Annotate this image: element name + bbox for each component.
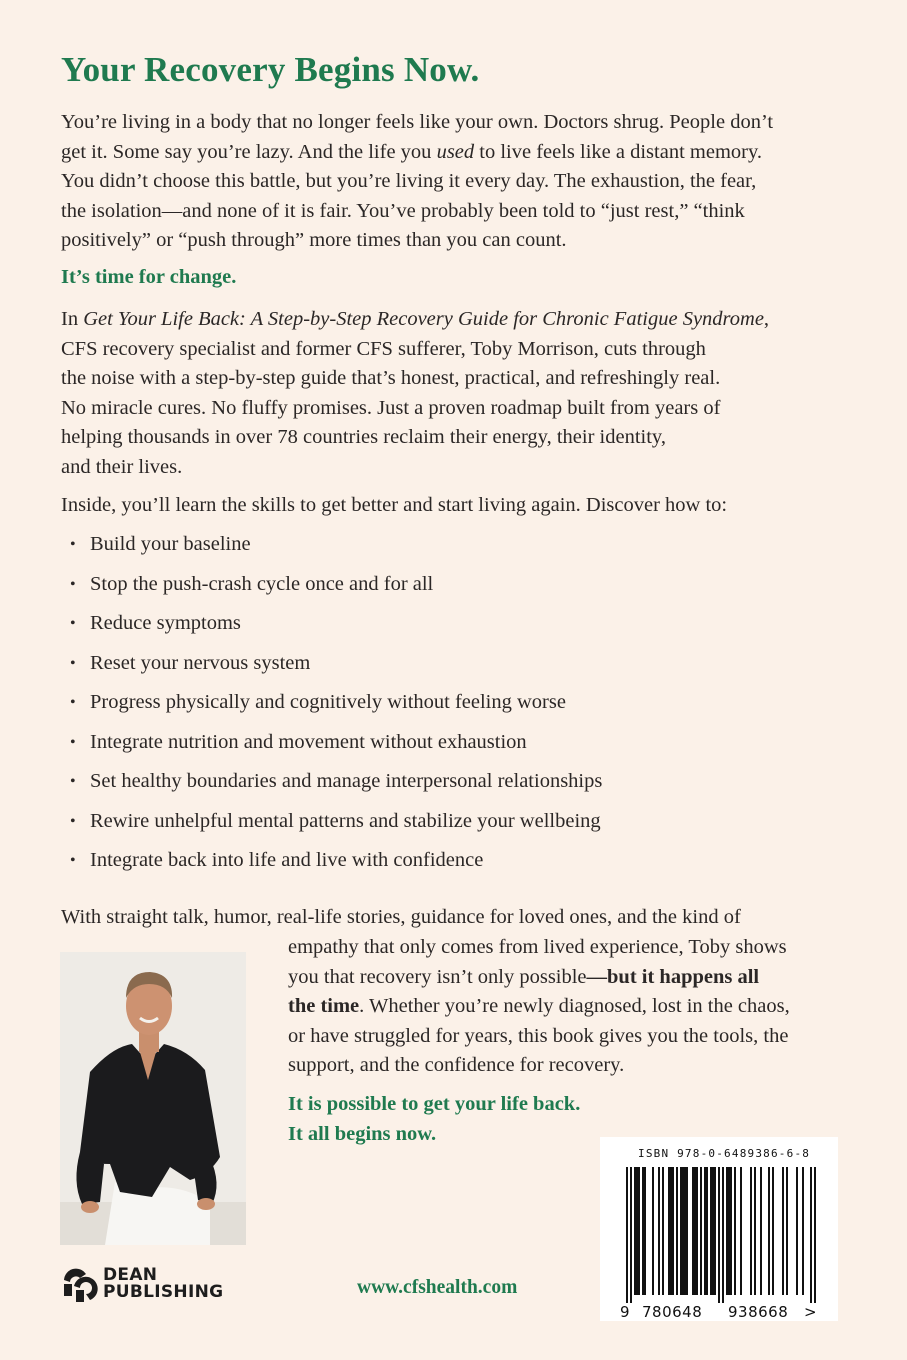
barcode-bar <box>714 1167 716 1295</box>
list-item: • Stop the push-crash cycle once and for all <box>70 572 434 595</box>
barcode-end-marker: > <box>804 1303 818 1321</box>
barcode <box>600 1137 838 1321</box>
barcode-bar <box>676 1167 678 1295</box>
inside-intro: Inside, you’ll learn the skills to get better and start living again. Discover how to: <box>61 494 728 516</box>
barcode-bar <box>668 1167 670 1295</box>
barcode-bar <box>672 1167 674 1295</box>
barcode-bar <box>802 1167 804 1295</box>
book-line: the noise with a step-by-step guide that’s honest, practical, and refreshingly real. <box>61 367 721 390</box>
barcode-bar <box>796 1167 798 1295</box>
book-line: and their lives. <box>61 455 183 478</box>
publisher-logo <box>60 1266 250 1306</box>
intro-line: the isolation—and none of it is fair. You’ve probably been told to “just rest,” “think <box>61 199 745 222</box>
barcode-bar <box>634 1167 636 1295</box>
barcode-bar <box>706 1167 708 1295</box>
book-paragraph <box>61 305 821 483</box>
barcode-bar <box>718 1167 720 1303</box>
author-photo <box>60 952 246 1245</box>
benefit-list <box>61 530 602 886</box>
barcode-bar <box>662 1167 664 1295</box>
barcode-bar <box>750 1167 752 1295</box>
barcode-bar <box>782 1167 784 1295</box>
barcode-bar <box>760 1167 762 1295</box>
barcode-bar <box>658 1167 660 1295</box>
barcode-bar <box>696 1167 698 1295</box>
barcode-bar <box>680 1167 682 1295</box>
straight-talk-line: With straight talk, humor, real-life stories, guidance for loved ones, and the kind of <box>61 906 741 928</box>
barcode-bar <box>638 1167 640 1295</box>
barcode-digits-right: 938668 <box>728 1303 789 1321</box>
barcode-bar <box>768 1167 770 1295</box>
intro-line: You didn’t choose this battle, but you’re living it every day. The exhaustion, the fear, <box>61 170 757 193</box>
publisher-name: DEAN PUBLISHING <box>103 1265 224 1302</box>
barcode-bar <box>700 1167 702 1295</box>
barcode-bar <box>740 1167 742 1295</box>
barcode-bar <box>686 1167 688 1295</box>
list-item: • Rewire unhelpful mental patterns and stabilize your wellbeing <box>70 809 601 832</box>
barcode-bar <box>704 1167 706 1295</box>
barcode-bar <box>712 1167 714 1295</box>
barcode-bar <box>644 1167 646 1295</box>
list-item: • Reduce symptoms <box>70 612 241 634</box>
section-heading-change: It’s time for change. <box>61 266 237 288</box>
closing-statement: It is possible to get your life back. It all begins now. <box>288 1093 581 1145</box>
barcode-bar <box>726 1167 728 1295</box>
barcode-bar <box>722 1167 724 1303</box>
barcode-bar <box>754 1167 756 1295</box>
publisher-logo-icon <box>60 1266 98 1304</box>
book-line: helping thousands in over 78 countries reclaim their energy, their identity, <box>61 426 666 449</box>
page-title: Your Recovery Begins Now. <box>61 50 480 89</box>
barcode-bar <box>670 1167 672 1295</box>
barcode-bar <box>630 1167 632 1303</box>
intro-paragraph <box>61 108 821 256</box>
barcode-bar <box>694 1167 696 1295</box>
website-link[interactable]: www.cfshealth.com <box>357 1277 518 1298</box>
barcode-bar <box>652 1167 654 1295</box>
barcode-bar <box>692 1167 694 1295</box>
book-line: CFS recovery specialist and former CFS sufferer, Toby Morrison, cuts through <box>61 337 706 360</box>
barcode-bar <box>772 1167 774 1295</box>
emphasis: the time <box>288 995 360 1018</box>
barcode-bar <box>636 1167 638 1295</box>
book-line: No miracle cures. No fluffy promises. Just a proven roadmap built from years of <box>61 396 721 419</box>
barcode-bar <box>684 1167 686 1295</box>
list-item: • Integrate nutrition and movement without exhaustion <box>70 730 527 753</box>
barcode-bar <box>734 1167 736 1295</box>
list-item: • Build your baseline <box>70 533 251 555</box>
intro-line: positively” or “push through” more times than you can count. <box>61 229 567 252</box>
list-item: • Progress physically and cognitively without feeling worse <box>70 691 566 713</box>
straight-talk-paragraph: empathy that only comes from lived experience, Toby shows you that recovery isn’t only possible—but it happens all the time. Whether you’re newly diagnosed, lost in the chaos, or have struggled for years, this book gives you the tools, the support, and the confidence for recovery. <box>288 936 790 1077</box>
barcode-bar <box>710 1167 712 1295</box>
isbn-label: ISBN 978-0-6489386-6-8 <box>638 1147 811 1160</box>
book-title: Get Your Life Back: A Step-by-Step Recovery Guide for Chronic Fatigue Syndrome <box>83 308 764 330</box>
barcode-bar <box>730 1167 732 1295</box>
barcode-bar <box>810 1167 812 1303</box>
barcode-bar <box>626 1167 628 1303</box>
emphasis: —but it happens all <box>586 965 760 988</box>
barcode-bar <box>728 1167 730 1295</box>
list-item: • Set healthy boundaries and manage interpersonal relationships <box>70 770 603 792</box>
list-item: • Integrate back into life and live with confidence <box>70 849 484 871</box>
barcode-bars <box>614 1167 824 1307</box>
barcode-bar <box>682 1167 684 1295</box>
barcode-digit-first: 9 <box>620 1303 631 1321</box>
book-line: In Get Your Life Back: A Step-by-Step Recovery Guide for Chronic Fatigue Syndrome, <box>61 308 770 330</box>
barcode-digits-left: 780648 <box>642 1303 703 1321</box>
intro-line: get it. Some say you’re lazy. And the life you used to live feels like a distant memory. <box>61 140 763 163</box>
barcode-bar <box>814 1167 816 1303</box>
barcode-bar <box>786 1167 788 1295</box>
list-item: • Reset your nervous system <box>70 651 311 674</box>
intro-line: You’re living in a body that no longer feels like your own. Doctors shrug. People don’t <box>61 111 774 133</box>
barcode-bar <box>642 1167 644 1295</box>
